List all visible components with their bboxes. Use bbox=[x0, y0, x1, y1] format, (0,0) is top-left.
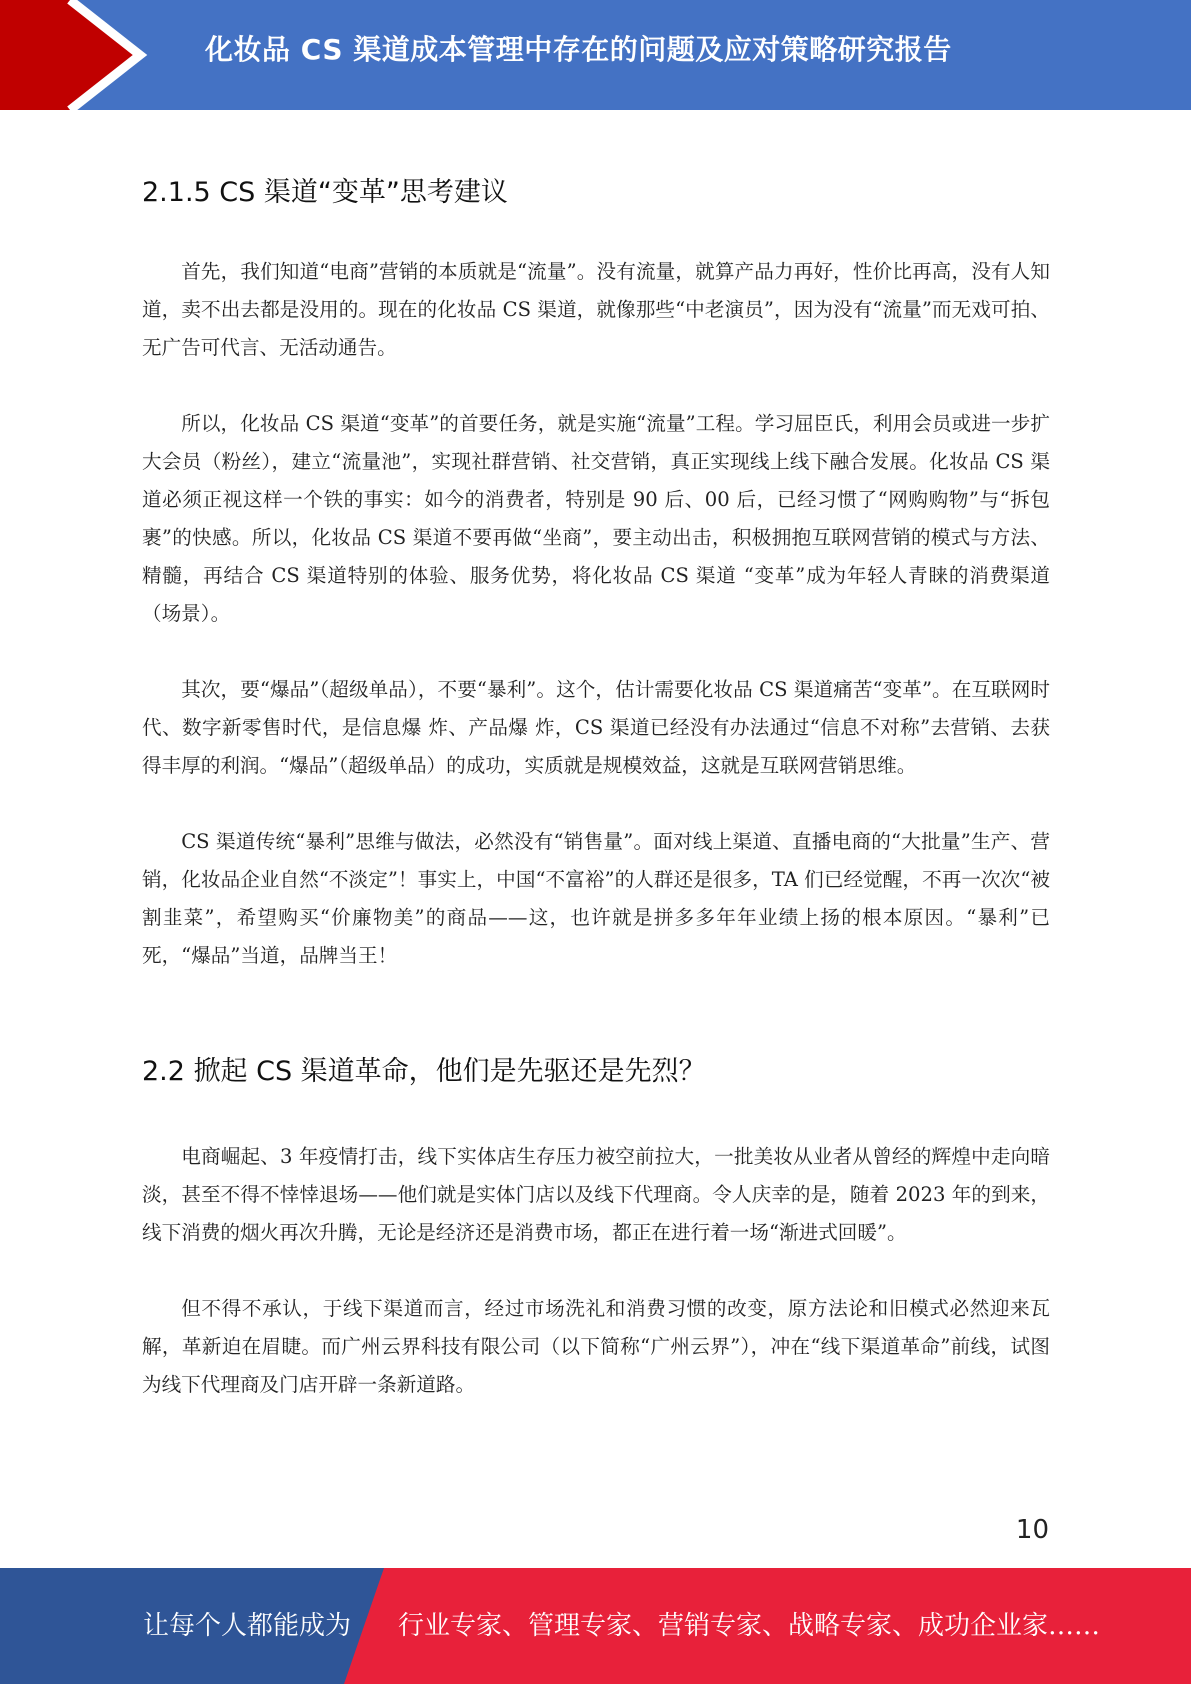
paragraph: 但不得不承认，于线下渠道而言，经过市场洗礼和消费习惯的改变，原方法论和旧模式必然迎来瓦解，革新迫在眉睫。而广州云界科技有限公司（以下简称“广州云界”），冲在“线下渠道革命”前线，试图为线下代理商及门店开辟一条新道路。 bbox=[142, 1297, 1050, 1396]
header-chevron-icon bbox=[0, 0, 160, 110]
footer-slogan-left: 让每个人都能成为 bbox=[143, 1611, 352, 1641]
section-heading: 2.1.5 CS 渠道“变革”思考建议 bbox=[142, 177, 508, 208]
main-content bbox=[142, 160, 1050, 1404]
paragraph: 其次，要“爆品”（超级单品），不要“暴利”。这个，估计需要化妆品 CS 渠道痛苦“变革”。在互联网时代、数字新零售时代，是信息爆 炸、产品爆 炸，CS 渠道已经没有办法通过“信息不对称”去营销、去获得丰厚的利润。“爆品”（超级单品）的成功，实质就是规模效益，这就是互联网营销思维。 bbox=[142, 678, 1050, 777]
footer-banner bbox=[0, 1568, 1191, 1684]
paragraph: 所以，化妆品 CS 渠道“变革”的首要任务，就是实施“流量”工程。学习屈臣氏，利用会员或进一步扩大会员（粉丝），建立“流量池”，实现社群营销、社交营销，真正实现线上线下融合发展。化妆品 CS 渠道必须正视这样一个铁的事实：如今的消费者，特别是 90 后、00 后，已经习惯了“网购购物”与“拆包裹”的快感。所以，化妆品 CS 渠道不要再做“坐商”，要主动出击，积极拥抱互联网营销的模式与方法、精髓，再结合 CS 渠道特别的体验、服务优势，将化妆品 CS 渠道 “变革”成为年轻人青睐的消费渠道（场景）。 bbox=[142, 412, 1050, 625]
header-banner bbox=[0, 0, 1191, 110]
paragraph: 电商崛起、3 年疫情打击，线下实体店生存压力被空前拉大，一批美妆从业者从曾经的辉煌中走向暗淡，甚至不得不悻悻退场——他们就是实体门店以及线下代理商。令人庆幸的是，随着 2023 年的到来，线下消费的烟火再次升腾，无论是经济还是消费市场，都正在进行着一场“渐进式回暖”。 bbox=[142, 1145, 1050, 1244]
footer-slogan-right: 行业专家、管理专家、营销专家、战略专家、成功企业家…… bbox=[398, 1611, 1101, 1641]
section-heading: 2.2 掀起 CS 渠道革命，他们是先驱还是先烈？ bbox=[142, 1056, 706, 1087]
page-number: 10 bbox=[1015, 1515, 1049, 1545]
paragraph: CS 渠道传统“暴利”思维与做法，必然没有“销售量”。面对线上渠道、直播电商的“大批量”生产、营销，化妆品企业自然“不淡定”！事实上，中国“不富裕”的人群还是很多，TA 们已经觉醒，不再一次次“被割韭菜”，希望购买“价廉物美”的商品——这，也许就是拼多多年年业绩上扬的根本原因。“暴利”已死，“爆品”当道，品牌当王！ bbox=[142, 830, 1050, 967]
paragraph: 首先，我们知道“电商”营销的本质就是“流量”。没有流量，就算产品力再好，性价比再高，没有人知道，卖不出去都是没用的。现在的化妆品 CS 渠道，就像那些“中老演员”，因为没有“流量”而无戏可拍、无广告可代言、无活动通告。 bbox=[142, 260, 1050, 359]
report-title: 化妆品 CS 渠道成本管理中存在的问题及应对策略研究报告 bbox=[205, 33, 952, 66]
